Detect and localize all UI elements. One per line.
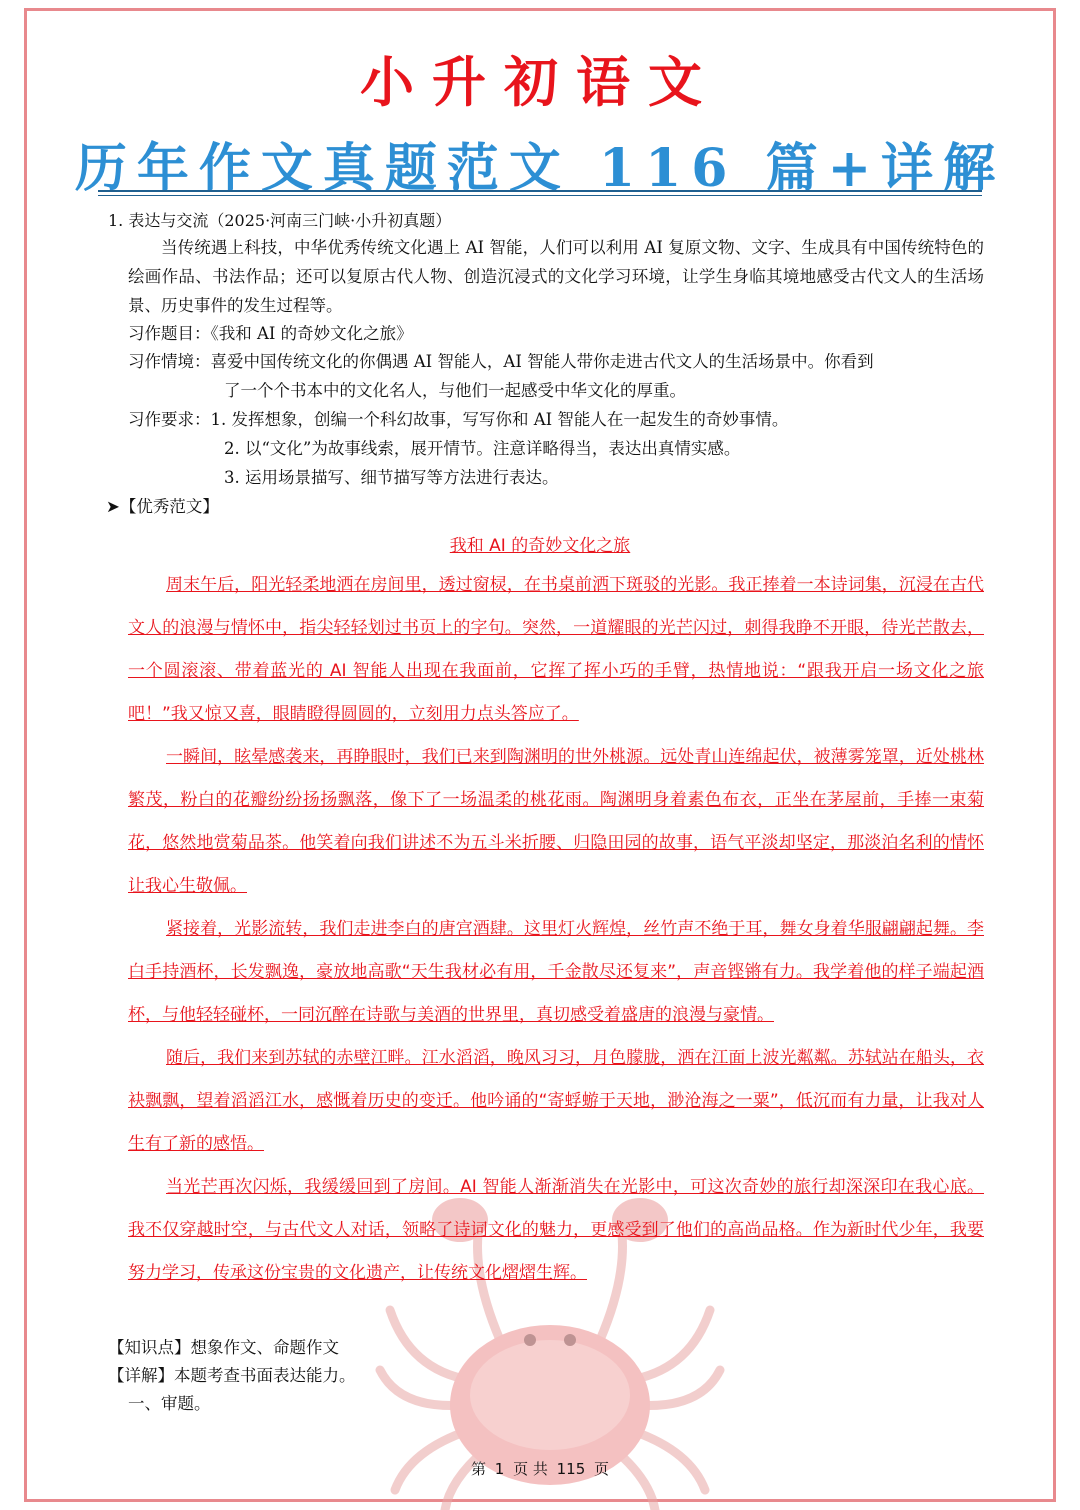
situation-label: 习作情境：	[128, 352, 211, 371]
title-divider-thin	[98, 195, 982, 196]
page-total: 115	[556, 1460, 586, 1478]
page-number: 1	[494, 1460, 505, 1478]
footer-suffix: 页	[594, 1460, 610, 1478]
title-divider	[98, 190, 982, 192]
situation-line-1	[128, 352, 874, 372]
page-subtitle: 历年作文真题范文 116 篇+详解	[74, 138, 1006, 199]
requirements-label: 习作要求：	[128, 410, 211, 429]
question-title: 表达与交流（2025·河南三门峡·小升初真题）	[128, 211, 452, 230]
essay-paragraph: 周末午后，阳光轻柔地洒在房间里，透过窗棂，在书桌前洒下斑驳的光影。我正捧着一本诗词集，沉浸在古代文人的浪漫与情怀中，指尖轻轻划过书页上的字句。突然，一道耀眼的光芒闪过，刺得我睁不开眼，待光芒散去，一个圆滚滚、带着蓝光的 AI 智能人出现在我面前，它挥了挥小巧的手臂，热情地说：“跟我开启一场文化之旅吧！”我又惊又喜，眼睛瞪得圆圆的，立刻用力点头答应了。	[128, 575, 984, 724]
footer-mid: 页 共	[513, 1460, 548, 1478]
essay-paragraph: 当光芒再次闪烁，我缓缓回到了房间。AI 智能人渐渐消失在光影中，可这次奇妙的旅行却深深印在我心底。我不仅穿越时空，与古代文人对话，领略了诗词文化的魅力，更感受到了他们的高尚品格。作为新时代少年，我要努力学习，传承这份宝贵的文化遗产，让传统文化熠熠生辉。	[128, 1177, 984, 1283]
requirement-item: 3. 运用场景描写、细节描写等方法进行表达。	[224, 468, 559, 487]
topic-text: 《我和 AI 的奇妙文化之旅》	[210, 324, 413, 343]
footer-prefix: 第	[470, 1460, 486, 1478]
step-heading: 一、审题。	[128, 1394, 211, 1413]
page-title: 小升初语文	[360, 50, 720, 114]
topic-line	[128, 324, 413, 344]
knowledge-point: 【知识点】想象作文、命题作文	[108, 1338, 339, 1357]
requirement-item: 1. 发挥想象，创编一个科幻故事，写写你和 AI 智能人在一起发生的奇妙事情。	[210, 410, 789, 429]
sample-essay-label: ➤【优秀范文】	[106, 497, 219, 516]
essay-paragraph: 随后，我们来到苏轼的赤壁江畔。江水滔滔，晚风习习，月色朦胧，洒在江面上波光粼粼。苏轼站在船头，衣袂飘飘，望着滔滔江水，感慨着历史的变迁。他吟诵的“寄蜉蝣于天地，渺沧海之一粟”，低沉而有力量，让我对人生有了新的感悟。	[128, 1048, 984, 1154]
topic-label: 习作题目：	[128, 324, 211, 343]
explanation: 【详解】本题考查书面表达能力。	[108, 1366, 356, 1385]
essay-paragraph: 一瞬间，眩晕感袭来，再睁眼时，我们已来到陶渊明的世外桃源。远处青山连绵起伏，被薄雾笼罩，近处桃林繁茂，粉白的花瓣纷纷扬扬飘落，像下了一场温柔的桃花雨。陶渊明身着素色布衣，正坐在茅屋前，手捧一束菊花，悠然地赏菊品茶。他笑着向我们讲述不为五斗米折腰、归隐田园的故事，语气平淡却坚定，那淡泊名利的情怀让我心生敬佩。	[128, 747, 984, 896]
question-prompt: 当传统遇上科技，中华优秀传统文化遇上 AI 智能，人们可以利用 AI 复原文物、文字、生成具有中国传统特色的绘画作品、书法作品；还可以复原古代人物、创造沉浸式的文化学习环境，让学生身临其境地感受古代文人的生活场景、历史事件的发生过程等。	[128, 238, 984, 315]
page-footer	[0, 1458, 1080, 1479]
essay-title: 我和 AI 的奇妙文化之旅	[449, 536, 631, 556]
question-number: 1.	[108, 211, 124, 230]
question-heading	[108, 211, 451, 231]
situation-text-2: 了一个个书本中的文化名人，与他们一起感受中华文化的厚重。	[224, 381, 686, 400]
requirements-line-1	[128, 410, 788, 430]
situation-text-1: 喜爱中国传统文化的你偶遇 AI 智能人，AI 智能人带你走进古代文人的生活场景中。你看到	[210, 352, 874, 371]
essay-body	[128, 564, 984, 1295]
requirement-item: 2. 以“文化”为故事线索，展开情节。注意详略得当，表达出真情实感。	[224, 439, 741, 458]
essay-paragraph: 紧接着，光影流转，我们走进李白的唐宫酒肆。这里灯火辉煌，丝竹声不绝于耳，舞女身着华服翩翩起舞。李白手持酒杯，长发飘逸，豪放地高歌“天生我材必有用，千金散尽还复来”，声音铿锵有力。我学着他的样子端起酒杯，与他轻轻碰杯，一同沉醉在诗歌与美酒的世界里，真切感受着盛唐的浪漫与豪情。	[128, 919, 984, 1025]
